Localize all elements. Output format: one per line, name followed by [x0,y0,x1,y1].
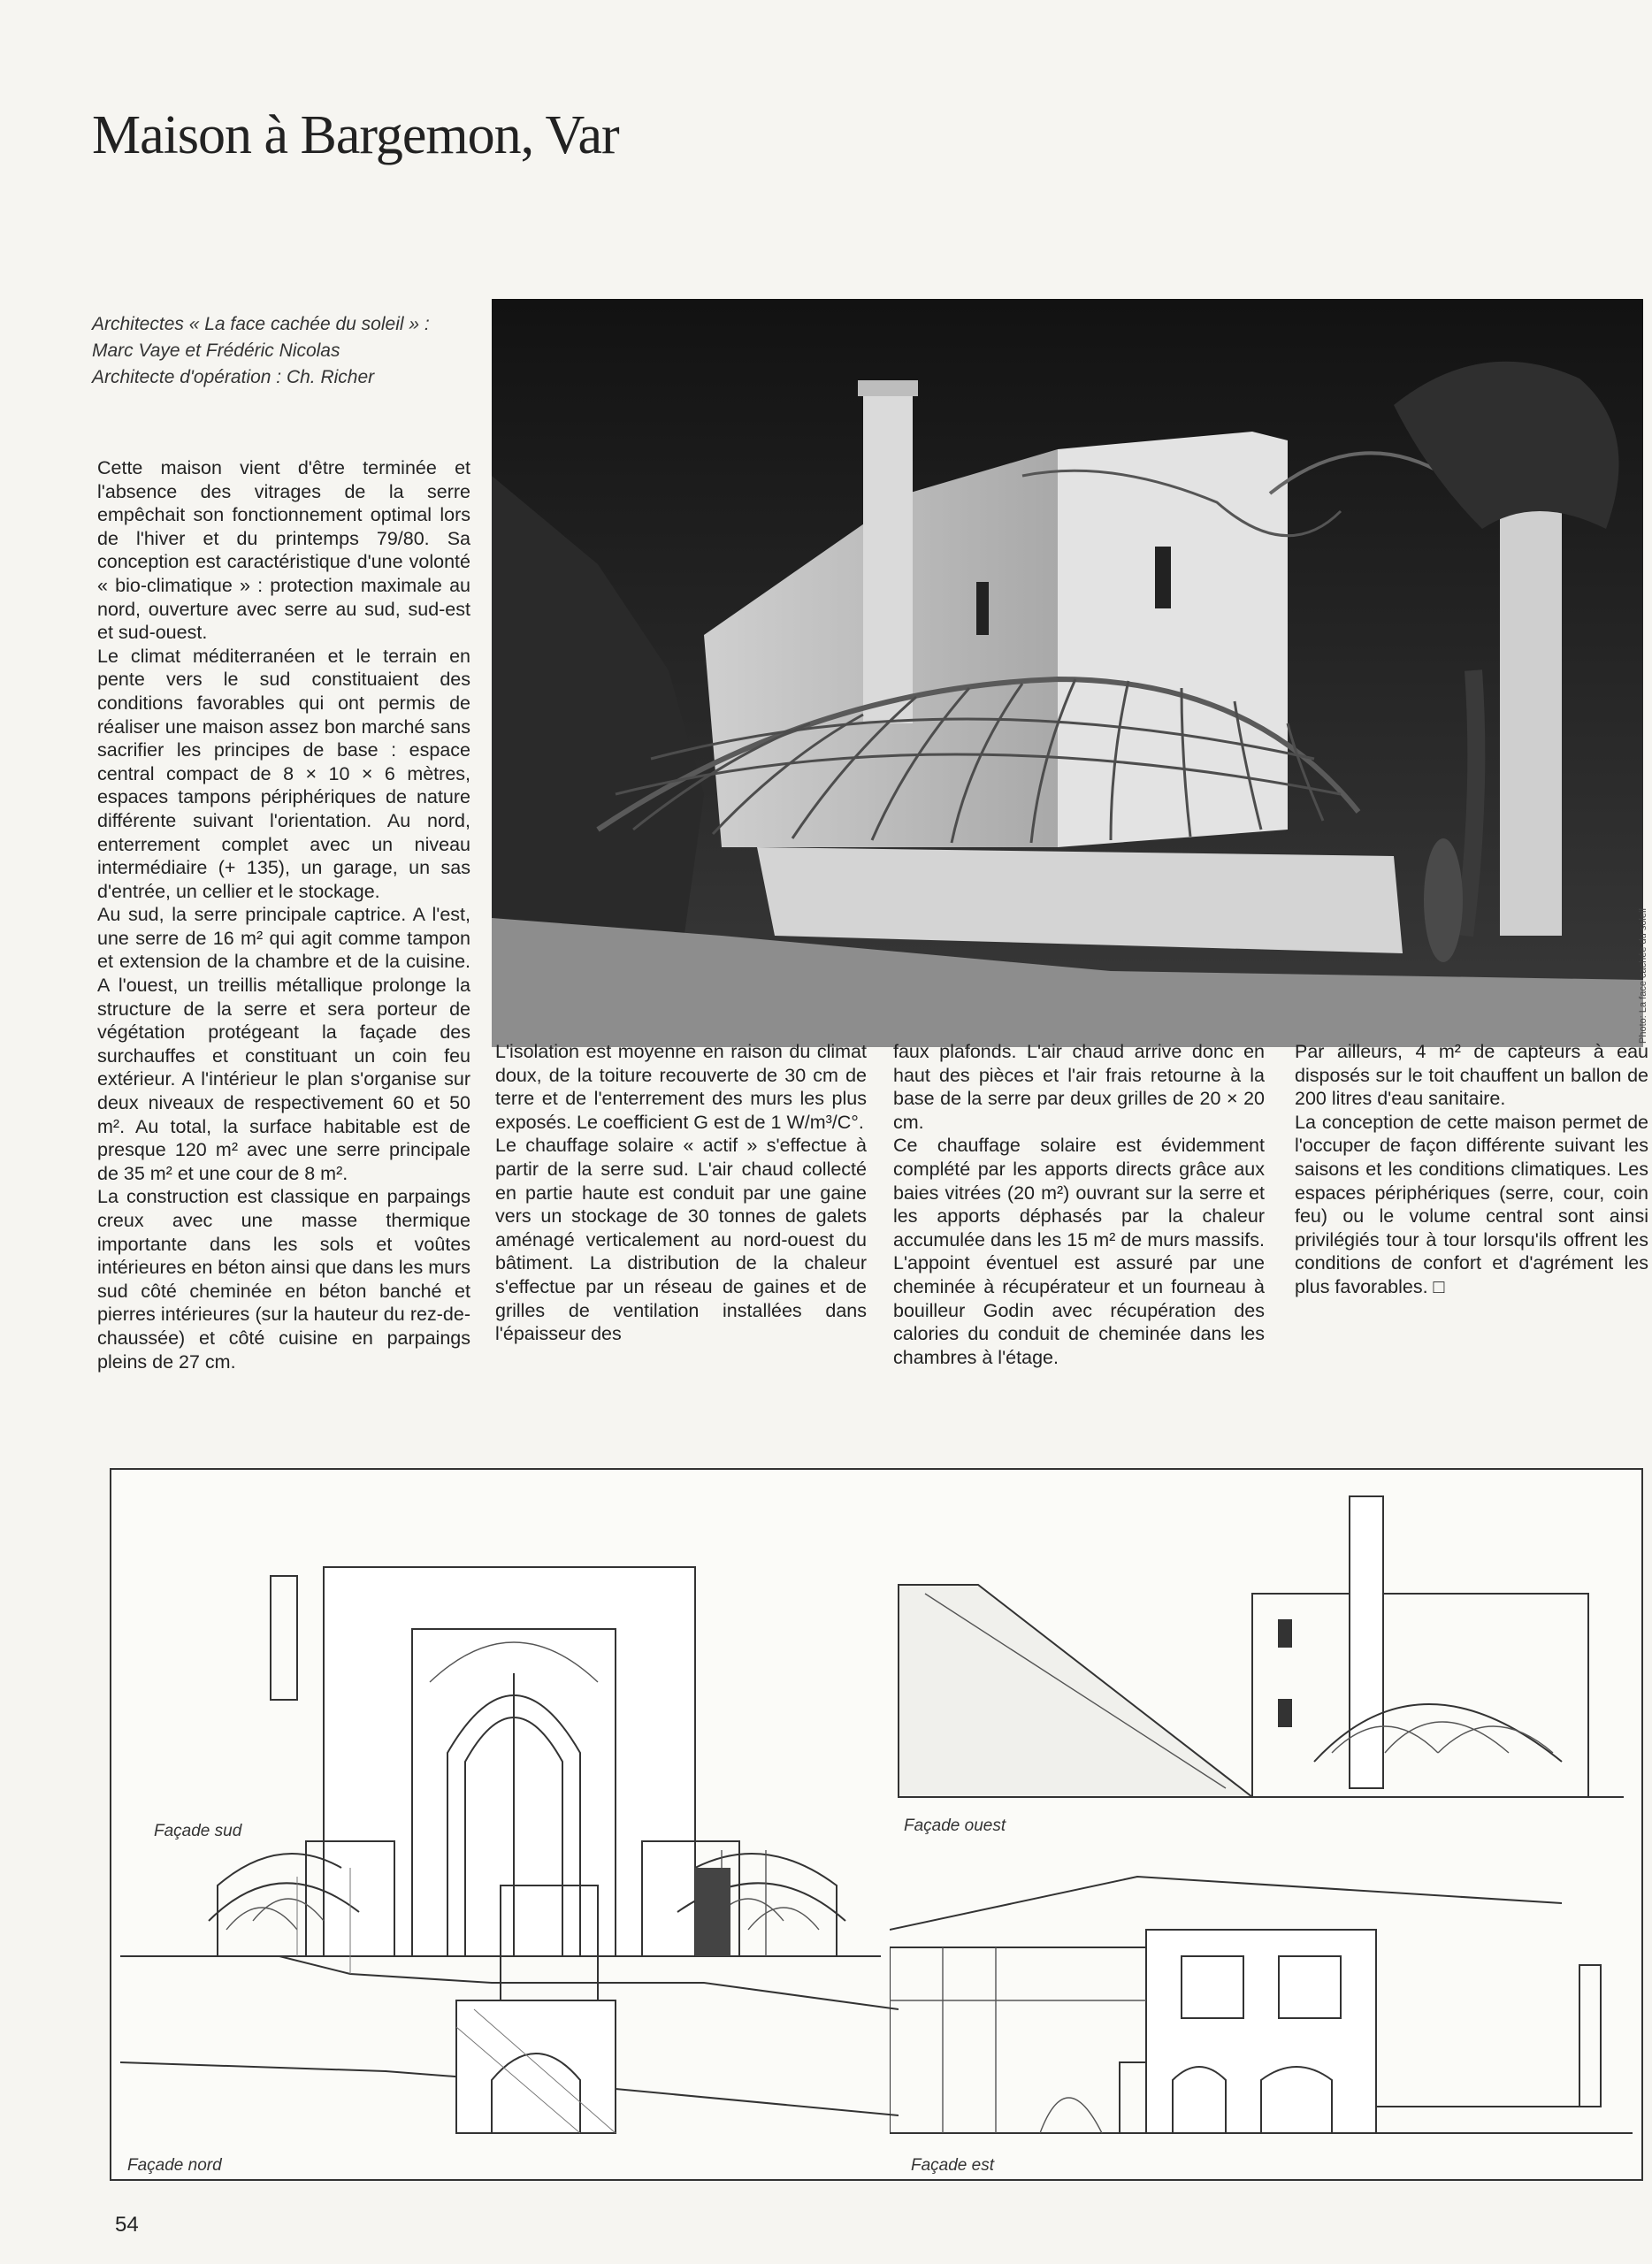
text-column-2 [495,1040,867,1346]
caption-facade-est: Façade est [911,2156,994,2175]
paragraph: Par ailleurs, 4 m² de capteurs à eau disposés sur le toit chauffent un ballon de 200 litres d'eau sanitaire. [1295,1041,1648,1110]
paragraph: L'isolation est moyenne en raison du climat doux, de la toiture recouverte de 30 cm de terre et de l'enterrement des murs les plus exposés. Le coefficient G est de 1 W/m³/C°. [495,1041,867,1133]
page-title: Maison à Bargemon, Var [92,105,619,165]
text-column-3 [893,1040,1265,1369]
paragraph: Le climat méditerranéen et le terrain en pente vers le sud constituaient des conditions favorables qui ont permis de réaliser une maison assez bon marché sans sacrifier les principes de base : espace central compact de 8 × 10 × 6 mètres, espaces tampons périphériques de nature différente suivant l'orientation. Au nord, enterrement complet avec un niveau intermédiaire (+ 135), un garage, un sas d'entrée, un cellier et le stockage. [97,645,470,902]
caption-facade-nord: Façade nord [127,2156,222,2175]
paragraph: Ce chauffage solaire est évidemment complété par les apports directs grâce aux baies vitrées (20 m²) ouvrant sur la serre et les apports déphasés par la chaleur accumulée dans les 15 m² de murs massifs. L'appoint éventuel est assuré par une cheminée à récupérateur et un fourneau à bouilleur Godin avec récupération des calories du conduit de cheminée dans les chambres à l'étage. [893,1135,1265,1368]
text-column-1 [97,456,470,1373]
paragraph: Au sud, la serre principale captrice. A l'est, une serre de 16 m² qui agit comme tampon et extension de la chambre et de la cuisine. A l'ouest, un treillis métallique prolonge la structure de la serre et sera porteur de végétation protégeant la façade des surchauffes et constituant un coin feu extérieur. A l'intérieur le plan s'organise sur deux niveaux de respectivement 60 et 50 m². Au total, la surface habitable est de presque 120 m² avec une serre principale de 35 m² et une cour de 8 m². [97,904,470,1184]
paragraph: faux plafonds. L'air chaud arrive donc en haut des pièces et l'air frais retourne à la base de la serre par deux grilles de 20 × 20 cm. [893,1041,1265,1133]
drawing-facade-nord [120,1850,899,2142]
caption-facade-ouest: Façade ouest [904,1817,1006,1835]
house-photograph [492,299,1643,1047]
page-number: 54 [115,2213,139,2237]
drawing-facade-est [890,1841,1633,2142]
credit-line: Architectes « La face cachée du soleil » : [92,314,430,334]
text-column-4 [1295,1040,1648,1299]
caption-facade-sud: Façade sud [154,1822,242,1840]
paragraph: La construction est classique en parpaings creux avec une masse thermique importante dans les sols et voûtes intérieures en béton ainsi que dans les murs sud côté cheminée en béton banché et pierres intérieures (sur la hauteur du rez-de-chaussée) et côté cuisine en parpaings pleins de 27 cm. [97,1186,470,1373]
paragraph: La conception de cette maison permet de l'occuper de façon différente suivant les saisons et les conditions climatiques. Les espaces périphériques (serre, cour, coin feu) ou le volume central sont ainsi privilégiés tour à tour lorsqu'ils offrent les conditions de confort et d'agrément les plus favorables. □ [1295,1111,1648,1297]
elevation-drawings-plate [110,1468,1643,2181]
architect-credits [92,311,481,391]
credit-line: Marc Vaye et Frédéric Nicolas [92,340,340,361]
credit-line: Architecte d'opération : Ch. Richer [92,367,375,387]
paragraph: Cette maison vient d'être terminée et l'absence des vitrages de la serre empêchait son fonctionnement optimal lors de l'hiver et du printemps 79/80. Sa conception est caractéristique d'une volonté « bio-climatique » : protection maximale au nord, ouverture avec serre au sud, sud-est et sud-ouest. [97,457,470,644]
photo-credit: Photo: La face cachée du soleil [1638,908,1648,1044]
paragraph: Le chauffage solaire « actif » s'effectue à partir de la serre sud. L'air chaud collecté en partie haute est conduit par une gaine vers un stockage de 30 tonnes de galets aménagé verticalement au nord-ouest du bâtiment. La distribution de la chaleur s'effectue par un réseau de gaines et de grilles de ventilation installées dans l'épaisseur des [495,1135,867,1345]
drawing-facade-ouest [890,1488,1633,1841]
